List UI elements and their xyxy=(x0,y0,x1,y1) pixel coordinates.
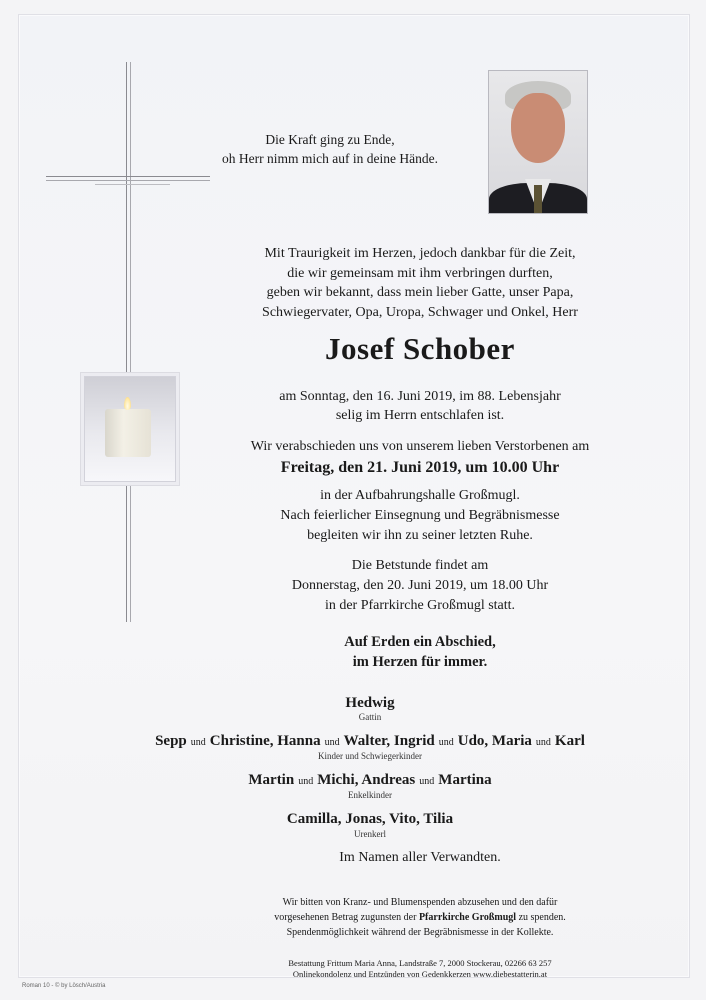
family-role: Enkelkinder xyxy=(348,790,392,800)
intro-text: Mit Traurigkeit im Herzen, jedoch dankbar für die Zeit, die wir gemeinsam mit ihm verbringen durften, geben wir bekannt, dass mein lieber Gatte, unser Papa, Schwiegervater, Opa, Uropa, Schwager und Onkel, Herr xyxy=(262,246,578,320)
farewell-text: Wir verabschieden uns von unserem lieben Verstorbenen am xyxy=(250,439,590,454)
death-notice: am Sonntag, den 16. Juni 2019, im 88. Lebensjahr selig im Herrn entschlafen ist. xyxy=(279,389,561,423)
all-relatives: Im Namen aller Verwandten. xyxy=(339,850,501,865)
quote: Auf Erden ein Abschied, im Herzen für immer. xyxy=(344,634,496,670)
funeral-place: in der Aufbahrungshalle Großmugl. Nach feierlicher Einsegnung und Begräbnismesse begleiten wir ihn zu seiner letzten Ruhe. xyxy=(280,488,560,543)
candle-image xyxy=(84,376,176,482)
cross-icon xyxy=(126,62,127,622)
motto: Die Kraft ging zu Ende, oh Herr nimm mich auf in deine Hände. xyxy=(222,132,438,166)
cross-line xyxy=(46,176,210,177)
cross-line xyxy=(46,180,210,181)
prayer-hour: Die Betstunde findet am Donnerstag, den 20. Juni 2019, um 18.00 Uhr in der Pfarrkirche Großmugl statt. xyxy=(291,558,549,613)
cross-line xyxy=(130,62,131,622)
funeral-date: Freitag, den 21. Juni 2019, um 10.00 Uhr xyxy=(280,459,560,476)
family-role: Kinder und Schwiegerkinder xyxy=(318,751,422,761)
donation-note: Wir bitten von Kranz- und Blumenspenden abzusehen und den dafür vorgesehenen Betrag zugunsten der Pfarrkirche Großmugl zu spenden. Spendenmöglichkeit während der Begräbnismesse in der Kollekte. xyxy=(274,897,566,938)
undertaker-info: Bestattung Frittum Maria Anna, Landstraße 7, 2000 Stockerau, 02266 63 257 Onlinekondolenz und Entzünden von Gedenkkerzen www.diebestatterin.at xyxy=(288,958,552,979)
family-role: Gattin xyxy=(358,712,382,722)
family-role: Urenkerl xyxy=(354,829,386,839)
deceased-name: Josef Schober xyxy=(325,331,515,366)
imprint: Roman 10 - © by Lösch/Austria xyxy=(22,983,106,989)
flame-icon xyxy=(124,397,131,410)
family-great-grandchildren: Camilla, Jonas, Vito, Tilia xyxy=(286,811,454,827)
family-wife: Hedwig xyxy=(345,695,395,711)
candle-icon xyxy=(105,409,151,457)
cross-line xyxy=(95,184,170,185)
family-children: Sepp und Christine, Hanna und Walter, Ingrid und Udo, Maria und Karl xyxy=(155,733,585,749)
portrait-photo xyxy=(488,70,588,214)
family-grandchildren: Martin und Michi, Andreas und Martina xyxy=(248,772,492,788)
